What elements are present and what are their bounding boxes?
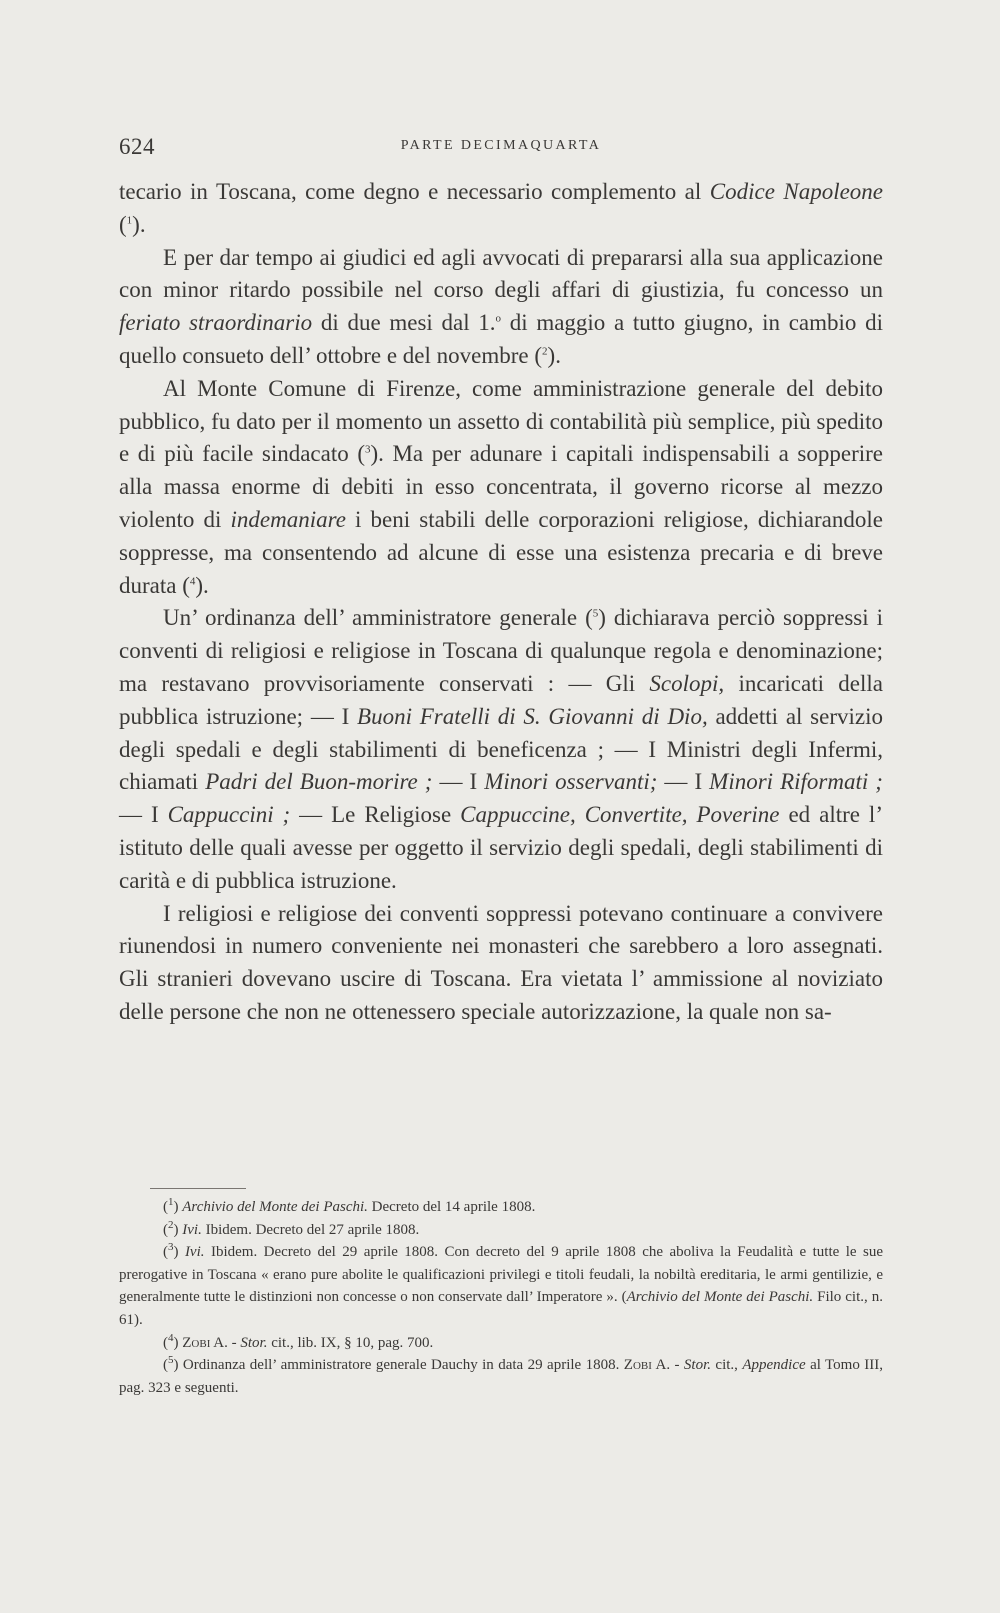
paragraph-4: Un’ ordinanza dell’ amministratore generale ($^5$) dichiarava perciò soppressi i conventi di religiosi e religiose in Toscana di qualunque regola e denominazione; ma restavano provvisoriamente conservati : — Gli Scolopi, incaricati della pubblica istruzione; — I Buoni Fratelli di S. Giovanni di Dio, addetti al servizio degli spedali e degli stabilimenti di beneficenza ; — I Ministri degli Infermi, chiamati Padri del Buon-morire ; — I Minori osservanti; — I Minori Riformati ; — I Cappuccini ; — Le Religiose Cappuccine, Convertite, Poverine ed altre l’ istituto delle quali avesse per oggetto il servizio degli spedali, degli stabilimenti di carità e di pubblica istruzione. <box>119 605 883 893</box>
footnote-ref[interactable]: 4 <box>189 574 196 587</box>
page-header <box>119 134 883 164</box>
footnote-ref[interactable]: 1 <box>126 214 133 227</box>
body-text <box>119 176 883 1029</box>
footnote-ref[interactable]: 2 <box>542 345 548 358</box>
paragraph-5: I religiosi e religiose dei conventi soppressi potevano continuare a convivere riunendosi in numero conveniente nei monasteri che sarebbero a loro assegnati. Gli stranieri dovevano uscire di Toscana. Era vietata l’ ammissione al noviziato delle persone che non ne ottenessero speciale autorizzazione, la quale non sa- <box>119 900 883 1024</box>
footnote-ref[interactable]: 3 <box>364 443 371 456</box>
paragraph-2: E per dar tempo ai giudici ed agli avvocati di prepararsi alla sua applicazione con minor ritardo possibile nel corso degli affari di giustizia, fu concesso un feriato straordinario di due mesi dal 1.$^o$ di maggio a tutto giugno, in cambio di quello consueto dell’ ottobre e del novembre ($^2$). <box>119 244 883 368</box>
page-number: 624 <box>119 134 155 159</box>
paragraph-3: Al Monte Comune di Firenze, come amministrazione generale del debito pubblico, fu dato per il momento un assetto di contabilità più semplice, più spedito e di più facile sindacato ($^3$). Ma per adunare i capitali indispensabili a sopperire alla massa enorme di debiti in esso concentrata, il governo ricorse al mezzo violento di indemaniare i beni stabili delle corporazioni religiose, dichiarandole soppresse, ma consentendo ad alcune di esse una esistenza precaria e di breve durata ($^4$). <box>119 375 883 598</box>
footnote-5: ($^5$) Ordinanza dell’ amministratore generale Dauchy in data 29 aprile 1808. Zobi A. - Stor. cit., Appendice al Tomo III, pag. 323 e seguenti. <box>119 1354 883 1396</box>
footnote-ref[interactable]: 5 <box>592 607 599 620</box>
footnotes <box>119 1196 883 1399</box>
footnote-separator <box>150 1188 246 1189</box>
running-head: PARTE DECIMAQUARTA <box>400 138 602 153</box>
footnote-1: ($^1$) Archivio del Monte dei Paschi. Decreto del 14 aprile 1808. <box>163 1196 536 1215</box>
footnote-4: ($^4$) Zobi A. - Stor. cit., lib. IX, § 10, pag. 700. <box>163 1331 434 1351</box>
footnote-3: ($^3$) Ivi. Ibidem. Decreto del 29 aprile 1808. Con decreto del 9 aprile 1808 che aboliva la Feudalità e tutte le sue prerogative in Toscana « erano pure abolite le qualificazioni privilegi e titoli feudali, la nobiltà ereditaria, le armi gentilizie, e generalmente tutte le distinzioni non concesse o non conservate dall’ Imperatore ». (Archivio del Monte dei Paschi. Filo cit., n. 61). <box>119 1241 883 1328</box>
paragraph-1: tecario in Toscana, come degno e necessario complemento al Codice Napoleone ($^1$). <box>119 179 884 237</box>
footnote-2: ($^2$) Ivi. Ibidem. Decreto del 27 aprile 1808. <box>163 1218 420 1238</box>
